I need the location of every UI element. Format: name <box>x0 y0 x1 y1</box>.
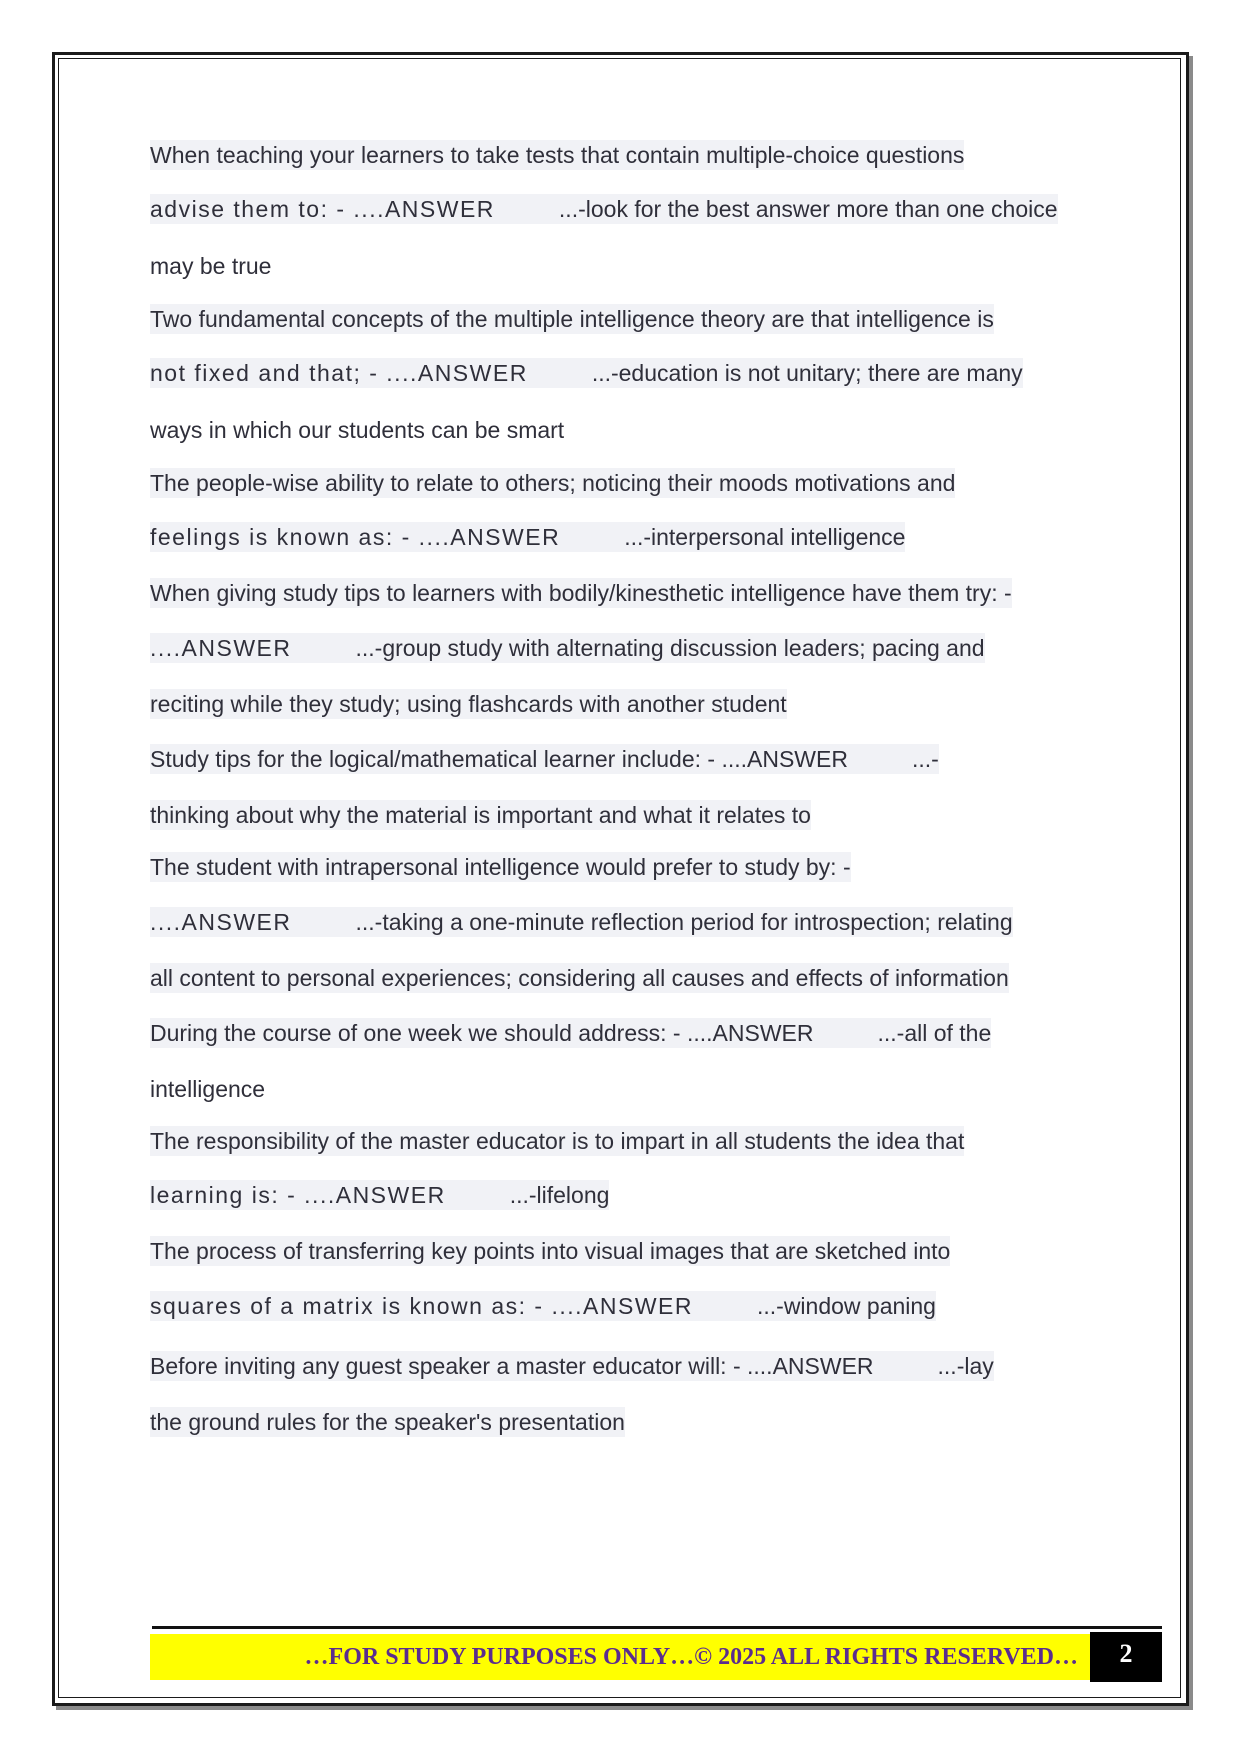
footer-notice: …FOR STUDY PURPOSES ONLY…© 2025 ALL RIGHTS RESERVED… <box>150 1634 1090 1680</box>
q4-line-2: ....ANSWER ...-group study with alternating discussion leaders; pacing and <box>150 635 985 661</box>
q2-line-2: not fixed and that; - ....ANSWER ...-education is not unitary; there are many <box>150 360 1023 386</box>
q10-line-2: the ground rules for the speaker's presentation <box>150 1409 625 1435</box>
q8-line-2: learning is: - ....ANSWER ...-lifelong <box>150 1182 610 1208</box>
q4-line-1: When giving study tips to learners with bodily/kinesthetic intelligence have them try: - <box>150 580 1012 606</box>
q4-line-3: reciting while they study; using flashcards with another student <box>150 691 787 717</box>
q8-line-1: The responsibility of the master educator is to impart in all students the idea that <box>150 1128 965 1154</box>
q6-line-2: ....ANSWER ...-taking a one-minute reflection period for introspection; relating <box>150 909 1013 935</box>
page-number: 2 <box>1090 1632 1162 1682</box>
q1-line-2: advise them to: - ....ANSWER ...-look for the best answer more than one choice <box>150 196 1058 222</box>
q2-line-3: ways in which our students can be smart <box>150 417 565 443</box>
q9-line-2: squares of a matrix is known as: - ....ANSWER ...-window paning <box>150 1293 936 1319</box>
q5-line-1: Study tips for the logical/mathematical learner include: - ....ANSWER ...- <box>150 746 939 772</box>
q6-line-3: all content to personal experiences; considering all causes and effects of information <box>150 965 1009 991</box>
q10-line-1: Before inviting any guest speaker a master educator will: - ....ANSWER ...-lay <box>150 1353 994 1379</box>
q9-line-1: The process of transferring key points into visual images that are sketched into <box>150 1238 951 1264</box>
q1-line-3: may be true <box>150 253 272 279</box>
footer-rule <box>152 1626 1162 1629</box>
q3-line-1: The people-wise ability to relate to others; noticing their moods motivations and <box>150 470 956 496</box>
q7-line-2: intelligence <box>150 1076 266 1102</box>
q3-line-2: feelings is known as: - ....ANSWER ...-interpersonal intelligence <box>150 524 906 550</box>
q6-line-1: The student with intrapersonal intelligence would prefer to study by: - <box>150 854 851 880</box>
q5-line-2: thinking about why the material is important and what it relates to <box>150 802 811 828</box>
q7-line-1: During the course of one week we should address: - ....ANSWER ...-all of the <box>150 1020 992 1046</box>
q1-line-1: When teaching your learners to take tests that contain multiple-choice questions <box>150 142 965 168</box>
q2-line-1: Two fundamental concepts of the multiple intelligence theory are that intelligence is <box>150 306 994 332</box>
